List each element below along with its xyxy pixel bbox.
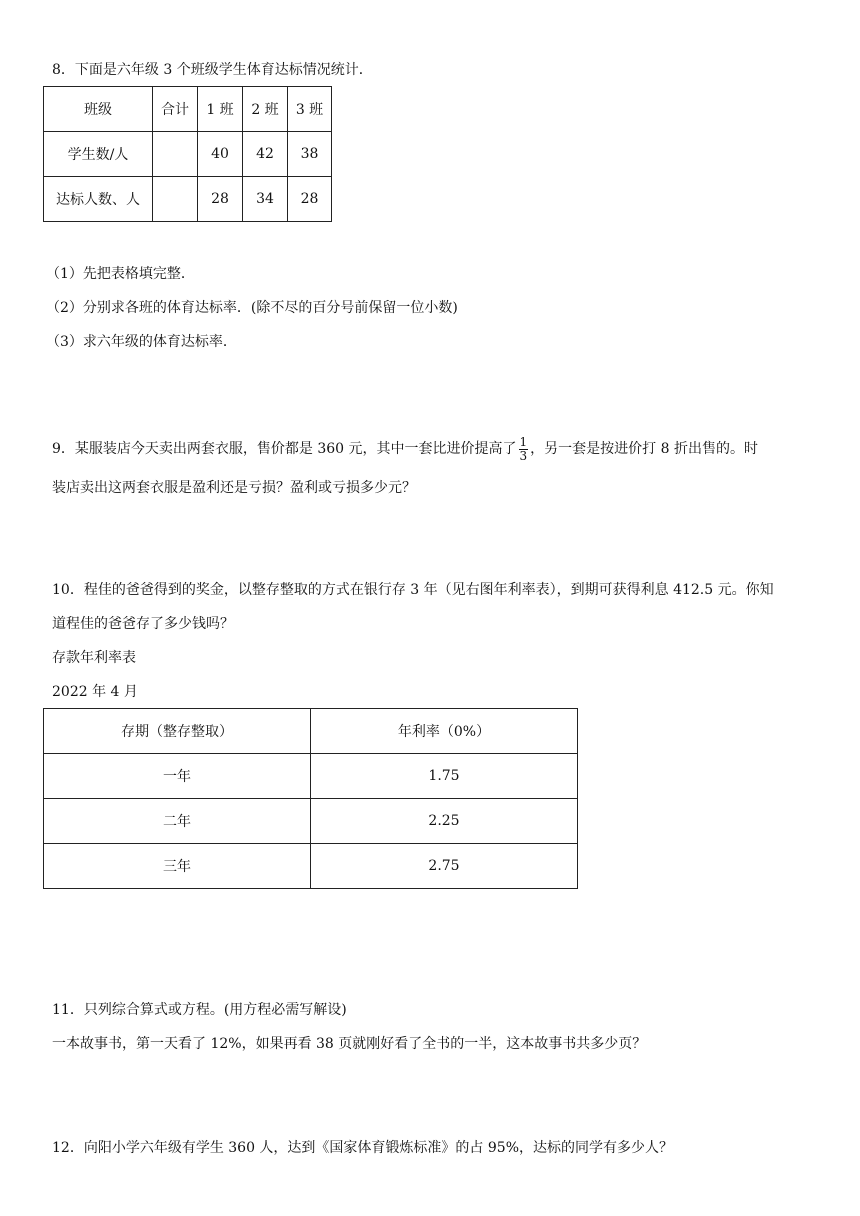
q11-line2: 一本故事书，第一天看了 12%，如果再看 38 页就刚好看了全书的一半，这本故事书共多少页？ xyxy=(52,1036,647,1052)
table-cell: 达标人数、人 xyxy=(44,177,153,222)
q8-table xyxy=(43,86,332,222)
q10-line2: 道程佳的爸爸存了多少钱吗？ xyxy=(52,616,234,632)
table-cell: 28 xyxy=(288,177,332,222)
q9-line2: 装店卖出这两套衣服是盈利还是亏损？盈利或亏损多少元？ xyxy=(52,480,416,496)
table-cell: 存期（整存整取） xyxy=(44,709,311,754)
table-cell xyxy=(153,132,198,177)
table-cell: 42 xyxy=(243,132,288,177)
table-cell: 三年 xyxy=(44,844,311,889)
table-row xyxy=(44,799,578,844)
table-cell: 1.75 xyxy=(311,754,578,799)
table-row xyxy=(44,177,332,222)
table-cell: 合计 xyxy=(153,87,198,132)
q8-sub2: （2）分别求各班的体育达标率．(除不尽的百分号前保留一位小数) xyxy=(46,300,458,316)
table-row xyxy=(44,709,578,754)
table-cell: 2.25 xyxy=(311,799,578,844)
q9-text-after: ，另一套是按进价打 8 折出售的。时 xyxy=(530,441,758,457)
table-cell: 38 xyxy=(288,132,332,177)
table-cell: 40 xyxy=(198,132,243,177)
table-cell: 34 xyxy=(243,177,288,222)
q8-sub1: （1）先把表格填完整． xyxy=(46,266,195,282)
table-cell: 2.75 xyxy=(311,844,578,889)
q8-sub3: （3）求六年级的体育达标率． xyxy=(46,334,237,350)
table-row xyxy=(44,754,578,799)
q9-text-before: 9．某服装店今天卖出两套衣服，售价都是 360 元，其中一套比进价提高了 xyxy=(52,441,517,457)
table-cell: 班级 xyxy=(44,87,153,132)
table-row xyxy=(44,844,578,889)
table-cell: 3 班 xyxy=(288,87,332,132)
q10-line1: 10．程佳的爸爸得到的奖金，以整存整取的方式在银行存 3 年（见右图年利率表），到期可获得利息 412.5 元。你知 xyxy=(52,582,774,598)
table-cell: 一年 xyxy=(44,754,311,799)
table-cell: 年利率（0%） xyxy=(311,709,578,754)
table-cell: 学生数/人 xyxy=(44,132,153,177)
q10-table-date: 2022 年 4 月 xyxy=(52,684,138,700)
q10-rate-table xyxy=(43,708,578,889)
table-cell xyxy=(153,177,198,222)
q12-line1: 12．向阳小学六年级有学生 360 人，达到《国家体育锻炼标准》的占 95%，达标的同学有多少人？ xyxy=(52,1140,674,1156)
fraction-denominator: 3 xyxy=(519,448,528,463)
fraction-one-third xyxy=(519,436,529,463)
table-cell: 1 班 xyxy=(198,87,243,132)
fraction-numerator: 1 xyxy=(519,434,528,449)
q8-title: 8．下面是六年级 3 个班级学生体育达标情况统计． xyxy=(52,62,373,78)
table-cell: 2 班 xyxy=(243,87,288,132)
table-cell: 28 xyxy=(198,177,243,222)
table-cell: 二年 xyxy=(44,799,311,844)
table-row xyxy=(44,132,332,177)
q11-line1: 11．只列综合算式或方程。(用方程必需写解设) xyxy=(52,1002,347,1018)
q9-line1 xyxy=(52,432,758,466)
table-row xyxy=(44,87,332,132)
q10-table-title: 存款年利率表 xyxy=(52,650,136,666)
